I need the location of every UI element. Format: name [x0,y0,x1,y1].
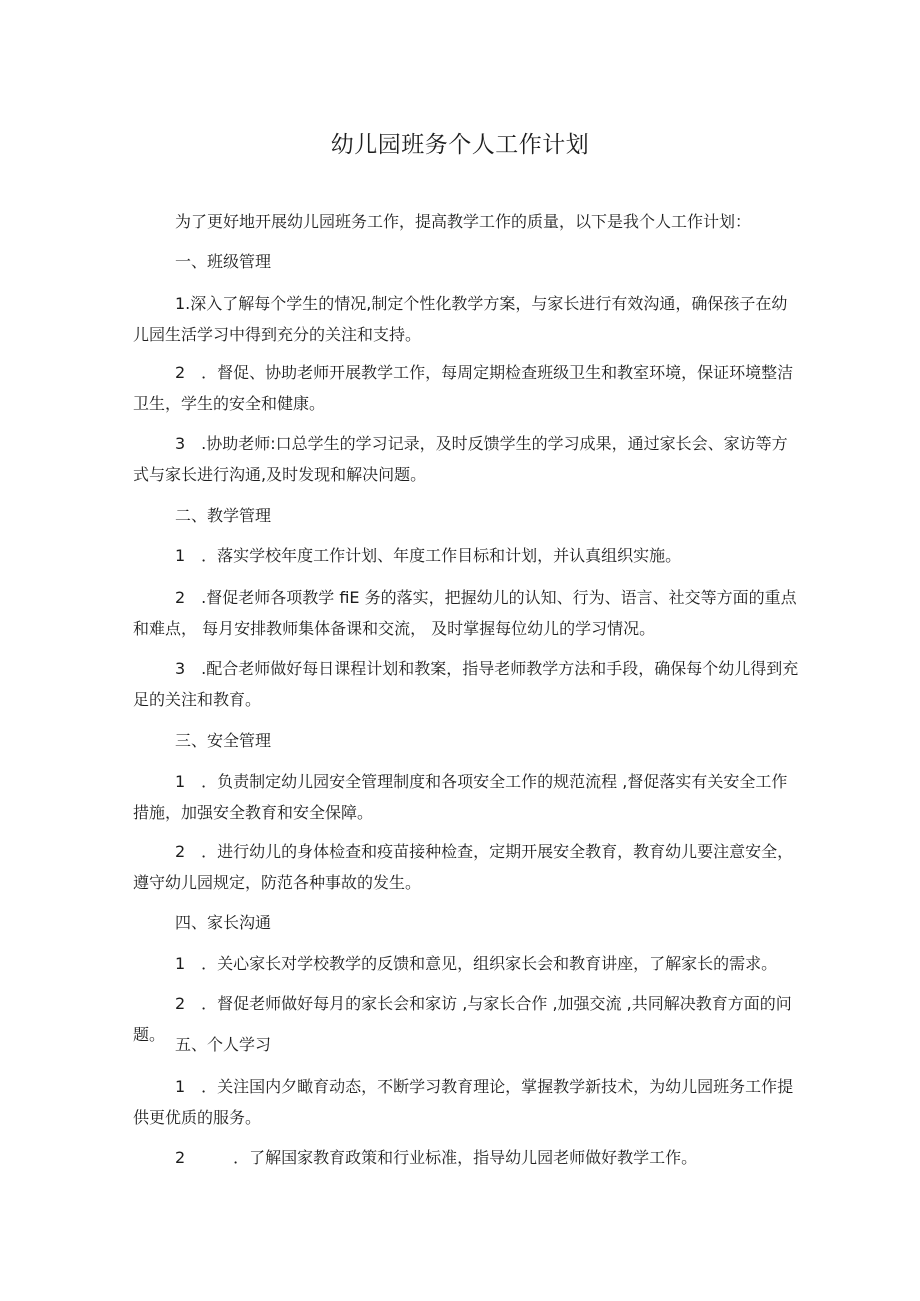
paragraph-item: 2 ．督促老师做好每月的家长会和家访 ,与家长合作 ,加强交流 ,共同解决教育方面的问题。 [133,994,792,1044]
section-heading-personal-learning: 五、个人学习 [175,1035,272,1054]
paragraph-item: 2 ．了解国家教育政策和行业标准，指导幼儿园老师做好教学工作。 [175,1148,698,1167]
paragraph-item: 1 ．负责制定幼儿园安全管理制度和各项安全工作的规范流程 ,督促落实有关安全工作措施，加强安全教育和安全保障。 [133,772,788,822]
paragraph-item: 1 ．关注国内夕瞰育动态，不断学习教育理论，掌握教学新技术，为幼儿园班务工作提供更优质的服务。 [133,1077,794,1127]
document-title: 幼儿园班务个人工作计划 [330,132,590,158]
paragraph-item: 2 ．督促、协助老师开展教学工作，每周定期检查班级卫生和教室环境，保证环境整洁卫生，学生的安全和健康。 [133,363,794,413]
paragraph-item: 2 .督促老师各项教学 fiE 务的落实，把握幼儿的认知、行为、语言、社交等方面的重点和难点， 每月安排教师集体备课和交流， 及时掌握每位幼儿的学习情况。 [133,588,797,638]
paragraph-item: 2 ．进行幼儿的身体检查和疫苗接种检查，定期开展安全教育，教育幼儿要注意安全，遵守幼儿园规定，防范各种事故的发生。 [133,842,794,892]
section-heading-class-management: 一、班级管理 [175,252,272,271]
section-heading-safety-management: 三、安全管理 [175,731,272,750]
paragraph-item: 1.深入了解每个学生的情况,制定个性化教学方案，与家长进行有效沟通，确保孩子在幼儿园生活学习中得到充分的关注和支持。 [133,294,788,344]
section-heading-parent-communication: 四、家长沟通 [175,913,272,932]
paragraph-item: 3 .协助老师:口总学生的学习记录，及时反馈学生的学习成果，通过家长会、家访等方式与家长进行沟通,及时发现和解决问题。 [133,434,788,484]
paragraph-item: 1 ．关心家长对学校教学的反馈和意见，组织家长会和教育讲座，了解家长的需求。 [175,954,778,973]
paragraph-item: 3 .配合老师做好每日课程计划和教案，指导老师教学方法和手段，确保每个幼儿得到充足的关注和教育。 [133,659,799,709]
paragraph-item: 1 ．落实学校年度工作计划、年度工作目标和计划，并认真组织实施。 [175,546,682,565]
intro-paragraph: 为了更好地开展幼儿园班务工作，提高教学工作的质量，以下是我个人工作计划： [175,212,752,231]
section-heading-teaching-management: 二、教学管理 [175,506,272,525]
